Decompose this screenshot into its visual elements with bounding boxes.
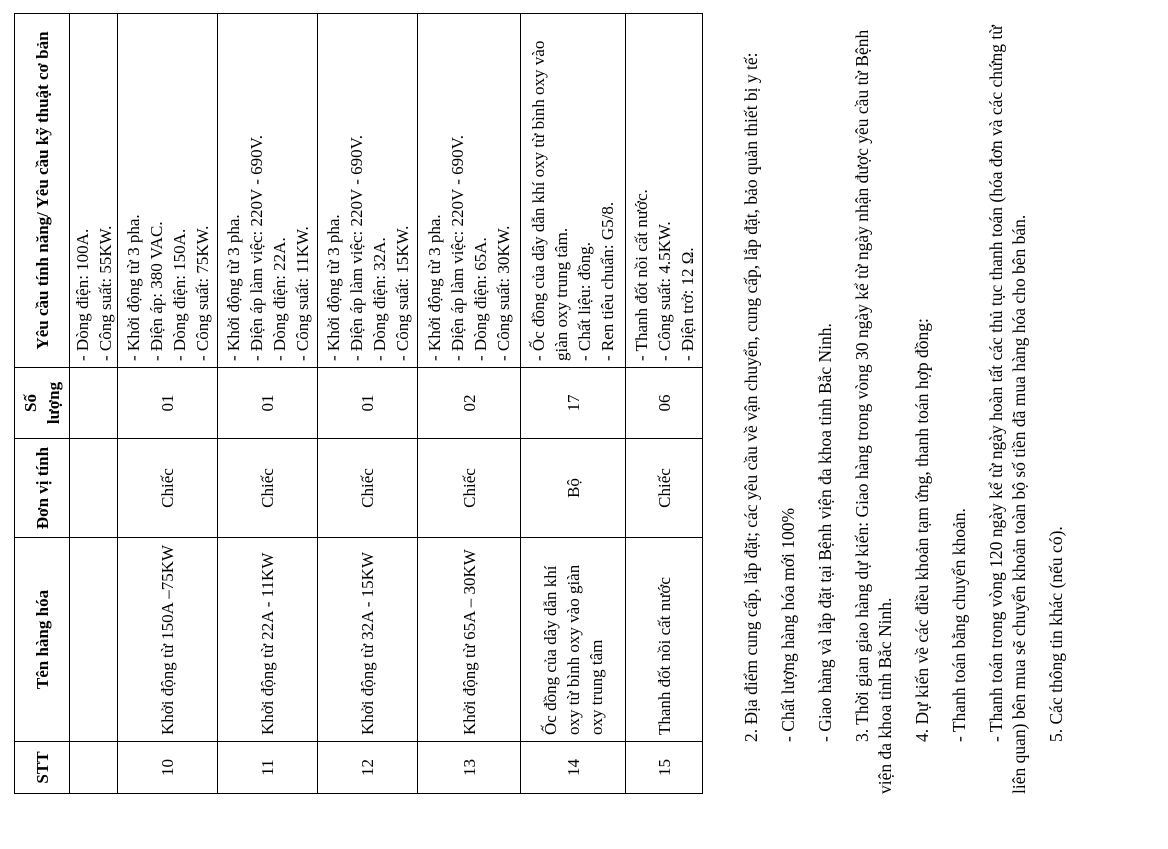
spec-line: - Khởi động từ 3 pha. <box>323 214 343 361</box>
cell-qty: 01 <box>118 368 218 439</box>
section-3-delivery-time: 3. Thời gian giao hàng dự kiến: Giao hàng trong vòng 30 ngày kể từ ngày nhận được yêu cầu từ Bệnh viện đa khoa tỉnh Bắc Ninh. <box>852 29 895 794</box>
cell-name: Khởi động từ 32A - 15KW <box>318 538 418 742</box>
table-row <box>318 14 418 794</box>
bullet-quality: - Chất lượng hàng hóa mới 100% <box>778 507 798 742</box>
cell-qty: 01 <box>318 368 418 439</box>
spec-line: - Dòng điện: 65A. <box>471 237 490 361</box>
bullet-payment-method: - Thanh toán bằng chuyển khoản. <box>949 508 969 742</box>
cell-qty: 02 <box>418 368 521 439</box>
cell-name: Khởi động từ 150A –75KW <box>118 538 218 742</box>
table-row <box>118 14 218 794</box>
cell-stt: 11 <box>218 742 318 794</box>
bullet-delivery-location: - Giao hàng và lắp đặt tại Bệnh viện đa khoa tỉnh Bắc Ninh. <box>815 323 835 742</box>
table-row <box>418 14 521 794</box>
cell-unit: Chiếc <box>626 439 703 538</box>
cell-spec <box>70 14 118 368</box>
spec-line: - Khởi động từ 3 pha. <box>123 214 143 361</box>
cell-unit <box>70 439 118 538</box>
cell-name: Khởi động từ 65A – 30KW <box>418 538 521 742</box>
spec-line: - Công suất: 15KW. <box>392 225 412 361</box>
spec-line: - Dòng điện: 100A. <box>72 228 92 361</box>
table-row-continued <box>70 14 118 794</box>
table-row <box>521 14 626 794</box>
cell-stt: 15 <box>626 742 703 794</box>
spec-line: - Ốc đồng của dây dẫn khí oxy từ bình oxy vào giàn oxy trung tâm. <box>529 40 571 361</box>
spec-line: - Điện áp: 380 VAC. <box>146 221 166 361</box>
cell-name <box>70 538 118 742</box>
cell-stt: 10 <box>118 742 218 794</box>
spec-line: - Điện áp làm việc: 220V - 690V. <box>346 135 366 361</box>
section-2-heading: 2. Địa điểm cung cấp, lắp đặt; các yêu cầu về vận chuyển, cung cấp, lắp đặt, bảo quản thiết bị y tế: <box>741 52 761 742</box>
spec-line: - Chất liệu: đồng. <box>575 242 594 361</box>
cell-qty: 01 <box>218 368 318 439</box>
cell-name: Khởi động từ 22A - 11KW <box>218 538 318 742</box>
cell-unit: Chiếc <box>118 439 218 538</box>
cell-qty <box>70 368 118 439</box>
cell-stt <box>70 742 118 794</box>
spec-line: - Dòng điện: 22A. <box>269 237 289 361</box>
section-4-heading: 4. Dự kiến về các điều khoản tạm ứng, thanh toán hợp đồng: <box>912 318 932 742</box>
header-qty: Số lượng <box>15 368 70 439</box>
spec-line: - Công suất: 4.5KW. <box>654 221 674 361</box>
header-unit: Đơn vị tính <box>15 439 70 538</box>
spec-line: - Công suất: 75KW. <box>192 225 212 361</box>
goods-table <box>14 13 703 794</box>
body-text <box>740 14 1082 794</box>
cell-name: Thanh đốt nồi cất nước <box>626 538 703 742</box>
cell-qty: 06 <box>626 368 703 439</box>
header-name: Tên hàng hóa <box>15 538 70 742</box>
spec-line: - Dòng điện: 150A. <box>169 228 189 361</box>
cell-spec <box>218 14 318 368</box>
table-row <box>626 14 703 794</box>
cell-spec <box>626 14 703 368</box>
spec-line: - Điện áp làm việc: 220V - 690V. <box>246 135 266 361</box>
cell-unit: Chiếc <box>418 439 521 538</box>
cell-qty: 17 <box>521 368 626 439</box>
spec-line: - Thanh đốt nồi cất nước. <box>631 189 651 361</box>
cell-spec <box>118 14 218 368</box>
header-spec: Yêu cầu tính năng/ Yêu cầu kỹ thuật cơ bản <box>15 14 70 368</box>
cell-stt: 12 <box>318 742 418 794</box>
cell-stt: 14 <box>521 742 626 794</box>
spec-line: - Khởi động từ 3 pha. <box>223 214 243 361</box>
cell-spec <box>521 14 626 368</box>
cell-spec <box>318 14 418 368</box>
cell-stt: 13 <box>418 742 521 794</box>
table-row <box>218 14 318 794</box>
spec-line: - Dòng điện: 32A. <box>369 237 389 361</box>
spec-line: - Ren tiêu chuẩn: G5/8. <box>598 201 617 361</box>
spec-line: - Khởi động từ 3 pha. <box>425 214 444 361</box>
cell-unit: Chiếc <box>218 439 318 538</box>
header-stt: STT <box>15 742 70 794</box>
spec-line: - Công suất: 30KW. <box>494 225 513 361</box>
spec-line: - Điện áp làm việc: 220V - 690V. <box>448 135 467 361</box>
section-5-heading: 5. Các thông tin khác (nếu có). <box>1046 526 1066 742</box>
table-header-row <box>15 14 70 794</box>
bullet-payment-term: - Thanh toán trong vòng 120 ngày kể từ ngày hoàn tất các thủ tục thanh toán (hóa đơn và các chứng từ liên quan) bên mua sẽ chuyển khoản toàn bộ số tiền đã mua hàng hóa cho bên bán. <box>986 25 1029 794</box>
cell-unit: Bộ <box>521 439 626 538</box>
cell-name: Ốc đồng của dây dẫn khí oxy từ bình oxy vào giàn oxy trung tâm <box>521 538 626 742</box>
cell-unit: Chiếc <box>318 439 418 538</box>
cell-spec <box>418 14 521 368</box>
spec-line: - Điện trở: 12 Ω. <box>677 247 697 361</box>
spec-line: - Công suất: 55KW. <box>95 225 115 361</box>
spec-line: - Công suất: 11KW. <box>292 226 312 361</box>
